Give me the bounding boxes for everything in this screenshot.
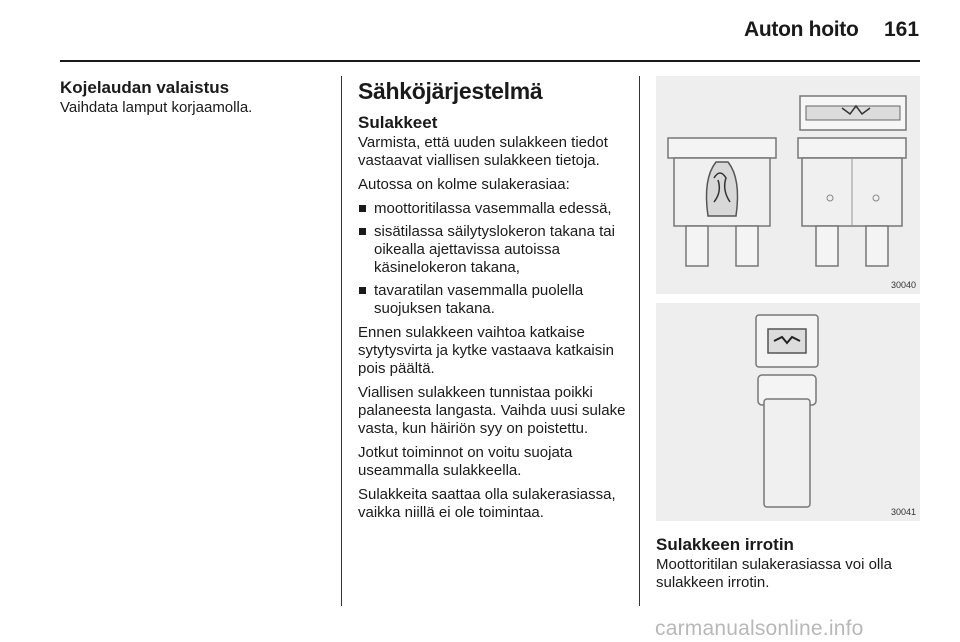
- figure-code: 30040: [890, 280, 916, 290]
- column-left: [60, 78, 330, 123]
- column-right-text: [656, 534, 922, 592]
- header-rule: [60, 60, 920, 62]
- page-number: 161: [884, 18, 920, 41]
- paragraph-viallisen: Viallisen sulakkeen tunnistaa poikki palaneesta langasta. Vaihda uusi sulake vasta, kun häiriön syy on poistettu.: [358, 384, 626, 437]
- page-header: [0, 0, 960, 60]
- paragraph-jotkut: Jotkut toiminnot on voitu suojata useammalla sulakkeella.: [358, 444, 573, 479]
- heading-sahkojarjestelma: Sähköjärjestelmä: [358, 78, 543, 104]
- paragraph-ennen: Ennen sulakkeen vaihtoa katkaise sytytysvirta ja kytke vastaava katkaisin pois päältä.: [358, 324, 614, 377]
- column-divider-left: [341, 76, 342, 606]
- list-item: sisätilassa säilytyslokeron takana tai oikealla ajettavissa autoissa käsinelokeron takana,: [358, 223, 630, 277]
- fuse-puller-illustration: [656, 303, 920, 521]
- list-item: tavaratilan vasemmalla puolella suojuksen takana.: [358, 282, 630, 318]
- fuse-puller-drawing: [656, 303, 920, 521]
- paragraph-moottoritilan: Moottoritilan sulakerasiassa voi olla sulakkeen irrotin.: [656, 556, 892, 591]
- figure-code: 30041: [890, 507, 916, 517]
- list-item: moottoritilassa vasemmalla edessä,: [358, 200, 630, 218]
- paragraph-vaihdata: Vaihdata lamput korjaamolla.: [60, 99, 253, 116]
- column-divider-right: [639, 76, 640, 606]
- heading-kojelaudan-valaistus: Kojelaudan valaistus: [60, 78, 230, 97]
- fuse-drawing: [656, 76, 920, 294]
- paragraph-sulakkeita: Sulakkeita saattaa olla sulakerasiassa, vaikka niillä ei ole toimintaa.: [358, 486, 616, 521]
- watermark: carmanualsonline.info: [655, 617, 864, 640]
- paragraph-autossa: Autossa on kolme sulakerasiaa:: [358, 176, 570, 193]
- section-title: Auton hoito: [744, 18, 859, 41]
- heading-sulakkeet: Sulakkeet: [358, 113, 438, 132]
- fuse-box-list: [358, 200, 630, 318]
- paragraph-varmista: Varmista, että uuden sulakkeen tiedot vastaavat viallisen sulakkeen tietoja.: [358, 134, 608, 169]
- heading-sulakkeen-irrotin: Sulakkeen irrotin: [656, 535, 794, 554]
- fuse-illustration: [656, 76, 920, 294]
- column-middle: [358, 78, 630, 528]
